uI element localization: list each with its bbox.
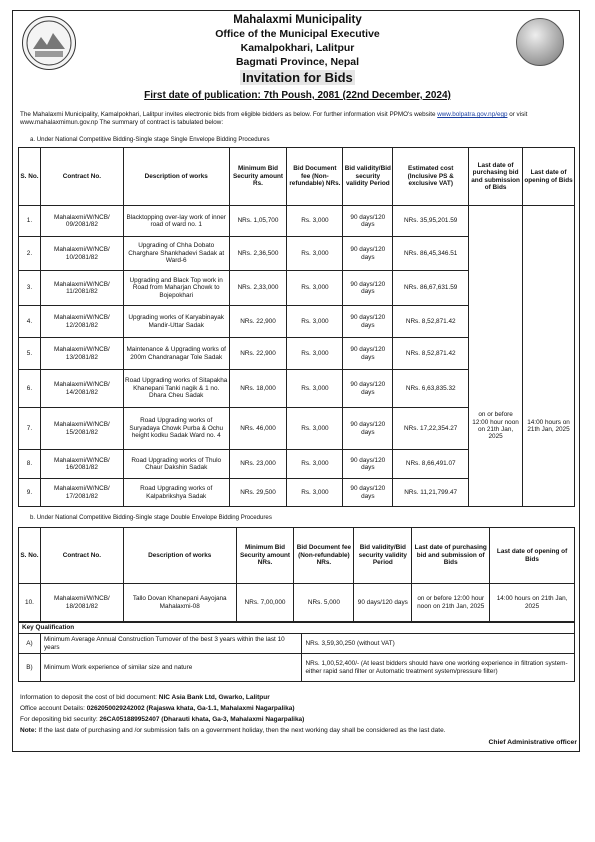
table-cell: Key Qualification [19, 623, 575, 634]
table-cell: on or before 12:00 hour noon on 21th Jan, 2025 [412, 584, 490, 622]
table-cell: Rs. 3,000 [287, 237, 343, 271]
table-cell: A) [19, 634, 41, 654]
table-cell: Mahalaxmi/W/NCB/ 10/2081/82 [40, 237, 123, 271]
table-header-cell: Last date of opening of Bids [490, 528, 575, 584]
table-cell: B) [19, 654, 41, 682]
table-cell: NRs. 8,52,871.42 [393, 306, 469, 338]
signer-title: Chief Administrative officer [488, 739, 577, 746]
page-title: Invitation for Bids [242, 70, 353, 85]
table-cell: 90 days/120 days [343, 306, 393, 338]
table-cell: Rs. 3,000 [287, 271, 343, 306]
table-cell: NRs. 1,00,52,400/- (At least bidders should have one working experience in filtration system- either rapid sand filter or Automatic treatment system/pressure filter) [302, 654, 575, 682]
intro-paragraph: The Mahalaxmi Municipality, Kamalpokhari, Lalitpur invites electronic bids from eligible bidders as below. For further information visit PPMO's website www.bolpatra.gov.np/egp or visit www.mahalaxmimun.gov.np The summary of contract is tabulated below: [20, 111, 528, 126]
table-cell: NRs. 1,05,700 [229, 206, 287, 237]
table-cell: Rs. 3,000 [287, 408, 343, 450]
table-cell: 8. [19, 450, 41, 479]
table-header-cell: Last date of purchasing bid and submission of Bids [412, 528, 490, 584]
table-cell: Mahalaxmi/W/NCB/ 09/2081/82 [40, 206, 123, 237]
table-cell: NRs. 35,95,201.59 [393, 206, 469, 237]
qualification-row [19, 634, 575, 654]
account-info: Office account Details: 026205002924200​2 (Rajaswa khata, Ga-1.1, Mahalaxmi Nagarpalika) [20, 705, 295, 712]
table-cell: 2. [19, 237, 41, 271]
bank-info: Information to deposit the cost of bid document: NIC Asia Bank Ltd, Gwarko, Lalitpur [20, 694, 270, 701]
table-cell: 3. [19, 271, 41, 306]
table-cell: 90 days/120 days [343, 479, 393, 507]
table-row [19, 206, 575, 237]
table-header-cell: Estimated cost (Inclusive PS & exclusive VAT) [393, 148, 469, 206]
table-cell: Mahalaxmi/W/NCB/ 11/2081/82 [40, 271, 123, 306]
publication-date: First date of publication: 7th Poush, 2081 (22nd December, 2024) [144, 90, 451, 101]
table-cell: Road Upgrading works of Kalpabrikshya Sadak [123, 479, 229, 507]
table-cell: 14:00 hours on 21th Jan, 2025 [490, 584, 575, 622]
table-cell: NRs. 7,00,000 [236, 584, 294, 622]
section-b-heading: b. Under National Competitive Bidding-Single stage Double Envelope Bidding Procedures [30, 514, 272, 521]
table-cell: NRs. 86,67,631.59 [393, 271, 469, 306]
table-cell: NRs. 23,000 [229, 450, 287, 479]
table-header-cell: Minimum Bid Security amount NRs. [236, 528, 294, 584]
table-cell: Rs. 3,000 [287, 479, 343, 507]
table-cell: Maintenance & Upgrading works of 200m Chandranagar Tole Sadak [123, 338, 229, 370]
table-cell: 90 days/120 days [343, 370, 393, 408]
last-date-cell: on or before 12:00 hour noon on 21th Jan, 2025 [469, 206, 523, 507]
table-header-cell: Description of works [123, 528, 236, 584]
table-cell: 5. [19, 338, 41, 370]
table-cell: 6. [19, 370, 41, 408]
table-cell: Rs. 3,000 [287, 450, 343, 479]
office-province: Bagmati Province, Nepal [235, 56, 360, 68]
table-cell: Upgrading works of Karyabinayak Mandir-Uttar Sadak [123, 306, 229, 338]
table-cell: 4. [19, 306, 41, 338]
table-cell: Mahalaxmi/W/NCB/ 15/2081/82 [40, 408, 123, 450]
table-cell: NRs. 8,66,491.07 [393, 450, 469, 479]
table-cell: NRs. 2,33,000 [229, 271, 287, 306]
table-cell: Road Upgrading works of Suryadaya Chowk Purba & Ochu height kodku Sadak Ward no. 4 [123, 408, 229, 450]
table-row [19, 584, 575, 622]
table-cell: 90 days/120 days [343, 338, 393, 370]
table-cell: Mahalaxmi/W/NCB/ 18/2081/82 [40, 584, 123, 622]
table-header-cell: Contract No. [40, 148, 123, 206]
table-cell: NRs. 8,52,871.42 [393, 338, 469, 370]
table-cell: 1. [19, 206, 41, 237]
table-cell: Minimum Work experience of similar size and nature [40, 654, 302, 682]
table-cell: Mahalaxmi/W/NCB/ 16/2081/82 [40, 450, 123, 479]
table-header-cell: Minimum Bid Security amount Rs. [229, 148, 287, 206]
bid-security-info: For depositing bid security: 26CA051889952407 (Dharauti khata, Ga-3, Mahalaxmi Nagarpalika) [20, 716, 305, 723]
qualification-row [19, 654, 575, 682]
table-header-row [19, 528, 575, 584]
table-cell: Minimum Average Annual Construction Turnover of the best 3 years within the last 10 years [40, 634, 302, 654]
table-cell: 7. [19, 408, 41, 450]
table-cell: 90 days/120 days [343, 237, 393, 271]
table-cell: 90 days/120 days [354, 584, 412, 622]
table-cell: NRs. 3,59,30,250 (without VAT) [302, 634, 575, 654]
table-cell: Rs. 3,000 [287, 206, 343, 237]
table-cell: 10. [19, 584, 41, 622]
note: Note: If the last date of purchasing and /or submission falls on a government holiday, then the next working day shall be considered as the last date. [20, 727, 446, 734]
table-cell: NRs. 17,22,354.27 [393, 408, 469, 450]
table-header-cell: Last date of opening of Bids [523, 148, 575, 206]
table-header-cell: S. No. [19, 148, 41, 206]
table-cell: NRs. 5,000 [294, 584, 354, 622]
table-header-row [19, 148, 575, 206]
table-cell: Road Upgrading works of Thulo Chaur Dakshin Sadak [123, 450, 229, 479]
table-cell: Rs. 3,000 [287, 370, 343, 408]
table-cell: Mahalaxmi/W/NCB/ 17/2081/82 [40, 479, 123, 507]
table-header-cell: Bid Document fee (Non-refundable) NRs. [294, 528, 354, 584]
table-cell: NRs. 6,63,835.32 [393, 370, 469, 408]
office-subtitle: Office of the Municipal Executive [215, 28, 380, 40]
table-cell: Mahalaxmi/W/NCB/ 14/2081/82 [40, 370, 123, 408]
table-cell: Blacktopping over-lay work of inner road of ward no. 1 [123, 206, 229, 237]
section-a-heading: a. Under National Competitive Bidding-Single stage Single Envelope Bidding Procedures [30, 136, 270, 143]
qualification-title-row [19, 623, 575, 634]
table-header-cell: Last date of purchasing bid and submission of Bids [469, 148, 523, 206]
table-cell: NRs. 86,45,346.51 [393, 237, 469, 271]
table-cell: NRs. 22,900 [229, 338, 287, 370]
table-cell: Road Upgrading works of Sitapakha Khanepani Tanki nagik & 1 no. Dhara Cheu Sadak [123, 370, 229, 408]
table-header-cell: Bid Document fee (Non-refundable) NRs. [287, 148, 343, 206]
table-cell: NRs. 46,000 [229, 408, 287, 450]
table-cell: NRs. 2,36,500 [229, 237, 287, 271]
key-qualification-table [18, 622, 575, 682]
table-cell: 90 days/120 days [343, 450, 393, 479]
ppmo-link[interactable]: www.bolpatra.gov.np/egp [437, 111, 508, 118]
table-cell: Rs. 3,000 [287, 306, 343, 338]
table-header-cell: Contract No. [40, 528, 123, 584]
table-cell: Upgrading of Chha Dobato Charghare Shankhadevi Sadak at Ward-6 [123, 237, 229, 271]
table-cell: Mahalaxmi/W/NCB/ 12/2081/82 [40, 306, 123, 338]
table-cell: NRs. 29,500 [229, 479, 287, 507]
table-header-cell: Description of works [123, 148, 229, 206]
table-cell: Upgrading and Black Top work in Road from Maharjan Chowk to Bojepokhari [123, 271, 229, 306]
table-cell: 90 days/120 days [343, 206, 393, 237]
table-cell: Mahalaxmi/W/NCB/ 13/2081/82 [40, 338, 123, 370]
table-cell: 90 days/120 days [343, 271, 393, 306]
office-name: Mahalaxmi Municipality [233, 14, 362, 26]
table-cell: NRs. 22,900 [229, 306, 287, 338]
table-cell: Rs. 3,000 [287, 338, 343, 370]
bid-table-single-envelope [18, 147, 575, 507]
opening-date-cell: 14:00 hours on 21th Jan, 2025 [523, 206, 575, 507]
office-address: Kamalpokhari, Lalitpur [240, 42, 355, 54]
table-header-cell: Bid validity/Bid security validity Period [343, 148, 393, 206]
table-header-cell: Bid validity/Bid security validity Period [354, 528, 412, 584]
table-cell: Tallo Dovan Khanepani Aayojana Mahalaxmi-08 [123, 584, 236, 622]
table-header-cell: S. No. [19, 528, 41, 584]
bid-table-double-envelope [18, 527, 575, 622]
table-cell: 90 days/120 days [343, 408, 393, 450]
table-cell: 9. [19, 479, 41, 507]
table-cell: NRs. 18,000 [229, 370, 287, 408]
table-cell: NRs. 11,21,799.47 [393, 479, 469, 507]
